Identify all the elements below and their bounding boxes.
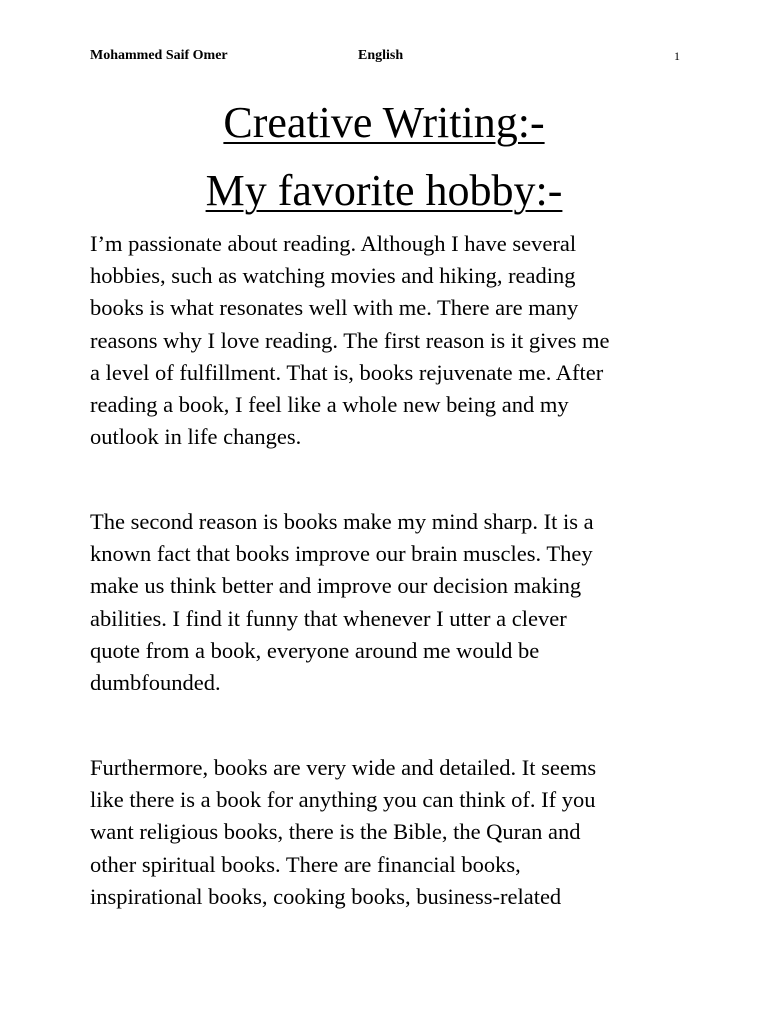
text-line: known fact that books improve our brain muscles. They xyxy=(90,541,593,567)
text-line: reading a book, I feel like a whole new being and my xyxy=(90,392,569,418)
text-line: inspirational books, cooking books, business-related xyxy=(90,883,562,909)
paragraph-1 xyxy=(90,228,680,453)
text-line: other spiritual books. There are financial books, xyxy=(90,851,521,877)
page-number: 1 xyxy=(674,49,680,63)
text-line: I’m passionate about reading. Although I have several xyxy=(90,231,577,256)
text-line: outlook in life changes. xyxy=(90,424,302,450)
text-line: books is what resonates well with me. There are many xyxy=(90,295,579,321)
header-subject: English xyxy=(358,48,404,63)
document-title: Creative Writing:- xyxy=(223,98,545,147)
document-subtitle: My favorite hobby:- xyxy=(205,166,563,215)
text-line: The second reason is books make my mind sharp. It is a xyxy=(90,509,594,534)
paragraph-3 xyxy=(90,752,680,913)
header-author: Mohammed Saif Omer xyxy=(90,48,228,63)
text-line: want religious books, there is the Bible, the Quran and xyxy=(90,819,581,845)
text-line: reasons why I love reading. The first reason is it gives me xyxy=(90,327,610,353)
text-line: a level of fulfillment. That is, books rejuvenate me. After xyxy=(90,359,604,385)
text-line: dumbfounded. xyxy=(90,670,221,696)
text-line: quote from a book, everyone around me would be xyxy=(90,637,540,663)
paragraph-2 xyxy=(90,506,680,699)
text-line: make us think better and improve our decision making xyxy=(90,573,582,599)
text-line: hobbies, such as watching movies and hiking, reading xyxy=(90,263,576,289)
text-line: Furthermore, books are very wide and detailed. It seems xyxy=(90,755,597,780)
text-line: like there is a book for anything you can think of. If you xyxy=(90,787,596,813)
page-header xyxy=(90,48,680,68)
text-line: abilities. I find it funny that whenever I utter a clever xyxy=(90,605,567,631)
